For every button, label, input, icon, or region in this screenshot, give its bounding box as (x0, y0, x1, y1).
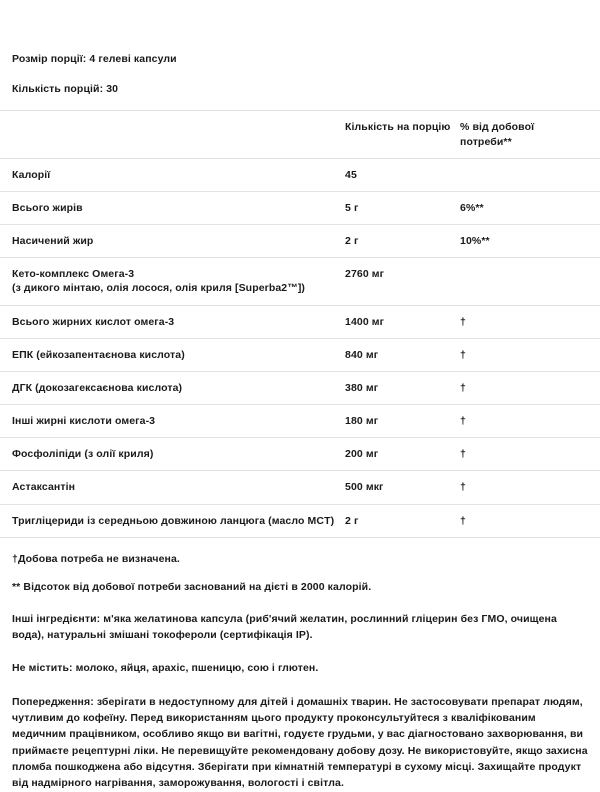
footnote-percent-daily-value: ** Відсоток від добової потреби заснований на дієті в 2000 калорій. (12, 581, 372, 594)
nutrient-name: ДГК (докозагексаєнова кислота) (0, 371, 345, 404)
dagger-icon: † (460, 415, 466, 428)
table-row (0, 158, 600, 191)
nutrient-name: Кето-комплекс Омега-3 (з дикого мінтаю, олія лосося, олія криля [Superba2™]) (0, 258, 345, 305)
nutrient-daily-value (460, 258, 600, 305)
nutrient-daily-value (460, 371, 600, 404)
nutrient-amount: 200 мг (345, 438, 460, 471)
column-header-nutrient (0, 111, 345, 158)
nutrient-name: Інші жирні кислоти омега-3 (0, 405, 345, 438)
table-row (0, 191, 600, 224)
nutrient-amount: 500 мкг (345, 471, 460, 504)
nutrient-daily-value (460, 438, 600, 471)
dagger-icon: † (460, 481, 466, 494)
nutrient-daily-value (460, 338, 600, 371)
table-row (0, 258, 600, 305)
nutrient-amount: 2 г (345, 225, 460, 258)
nutrient-amount: 2 г (345, 504, 460, 537)
nutrient-amount: 45 (345, 158, 460, 191)
nutrient-amount: 5 г (345, 191, 460, 224)
nutrient-daily-value (460, 471, 600, 504)
servings-per-container-line: Кількість порцій: 30 (12, 83, 119, 96)
nutrient-amount: 1400 мг (345, 305, 460, 338)
table-row (0, 438, 600, 471)
nutrient-name: Всього жирних кислот омега-3 (0, 305, 345, 338)
column-header-daily-value: % від добової потреби** (460, 111, 600, 158)
nutrient-name: Фосфоліпіди (з олії криля) (0, 438, 345, 471)
nutrient-name: Калорії (0, 158, 345, 191)
other-ingredients-paragraph: Інші інгредієнти: м'яка желатинова капсула (риб'ячий желатин, рослинний гліцерин без ГМО, очищена вода), натуральні змішані токофероли (сертифікація IP). (12, 613, 557, 642)
footnote-dagger: †Добова потреба не визначена. (12, 552, 180, 565)
nutrient-daily-value: 6%** (460, 191, 600, 224)
nutrient-daily-value: 10%** (460, 225, 600, 258)
dagger-icon: † (460, 514, 466, 527)
nutrient-name: Всього жирів (0, 191, 345, 224)
dagger-icon: † (460, 381, 466, 394)
allergen-statement-paragraph: Не містить: молоко, яйця, арахіс, пшеницю, сою і глютен. (12, 661, 319, 674)
table-row (0, 504, 600, 537)
nutrient-name: Астаксантін (0, 471, 345, 504)
dagger-icon: † (460, 315, 466, 328)
table-row (0, 405, 600, 438)
warning-paragraph: Попередження: зберігати в недоступному для дітей і домашніх тварин. Не застосовувати препарат людям, чутливим до кофеїну. Перед використанням цього продукту проконсультуйтеся з кваліфікованим медичним працівником, особливо якщо ви вагітні, годуєте грудьми, у вас діагностовано захворювання, ви приймаєте рецептурні ліки. Не перевищуйте рекомендовану добову дозу. Не використовуйте, якщо захисна пломба пошкоджена або відсутня. Зберігати при кімнатній температурі в сухому місці. Захищайте продукт від надмірного нагрівання, заморожування, вологості і світла. (12, 695, 588, 790)
nutrient-amount: 380 мг (345, 371, 460, 404)
nutrient-amount: 180 мг (345, 405, 460, 438)
table-body (0, 158, 600, 537)
table-header-row (0, 111, 600, 158)
nutrient-name: Насичений жир (0, 225, 345, 258)
nutrient-source-detail: (з дикого мінтаю, олія лосося, олія криля [Superba2™]) (12, 282, 306, 295)
nutrient-amount: 840 мг (345, 338, 460, 371)
serving-info (0, 52, 600, 96)
dagger-icon: † (460, 348, 466, 361)
nutrient-name: Тригліцериди із середньою довжиною ланцюга (масло MCT) (0, 504, 345, 537)
footnotes (0, 552, 600, 595)
supplement-facts-table (0, 110, 600, 537)
column-header-amount-per-serving: Кількість на порцію (345, 111, 460, 158)
serving-size-line: Розмір порції: 4 гелеві капсули (12, 53, 177, 65)
table-row (0, 225, 600, 258)
text-sections (0, 611, 600, 791)
table-row (0, 471, 600, 504)
nutrient-amount: 2760 мг (345, 258, 460, 305)
table-row (0, 371, 600, 404)
nutrient-daily-value (460, 158, 600, 191)
nutrient-daily-value (460, 405, 600, 438)
table-row (0, 305, 600, 338)
dagger-icon: † (460, 448, 466, 461)
nutrient-daily-value (460, 504, 600, 537)
table-row (0, 338, 600, 371)
nutrient-name: ЕПК (ейкозапентаєнова кислота) (0, 338, 345, 371)
nutrient-daily-value (460, 305, 600, 338)
